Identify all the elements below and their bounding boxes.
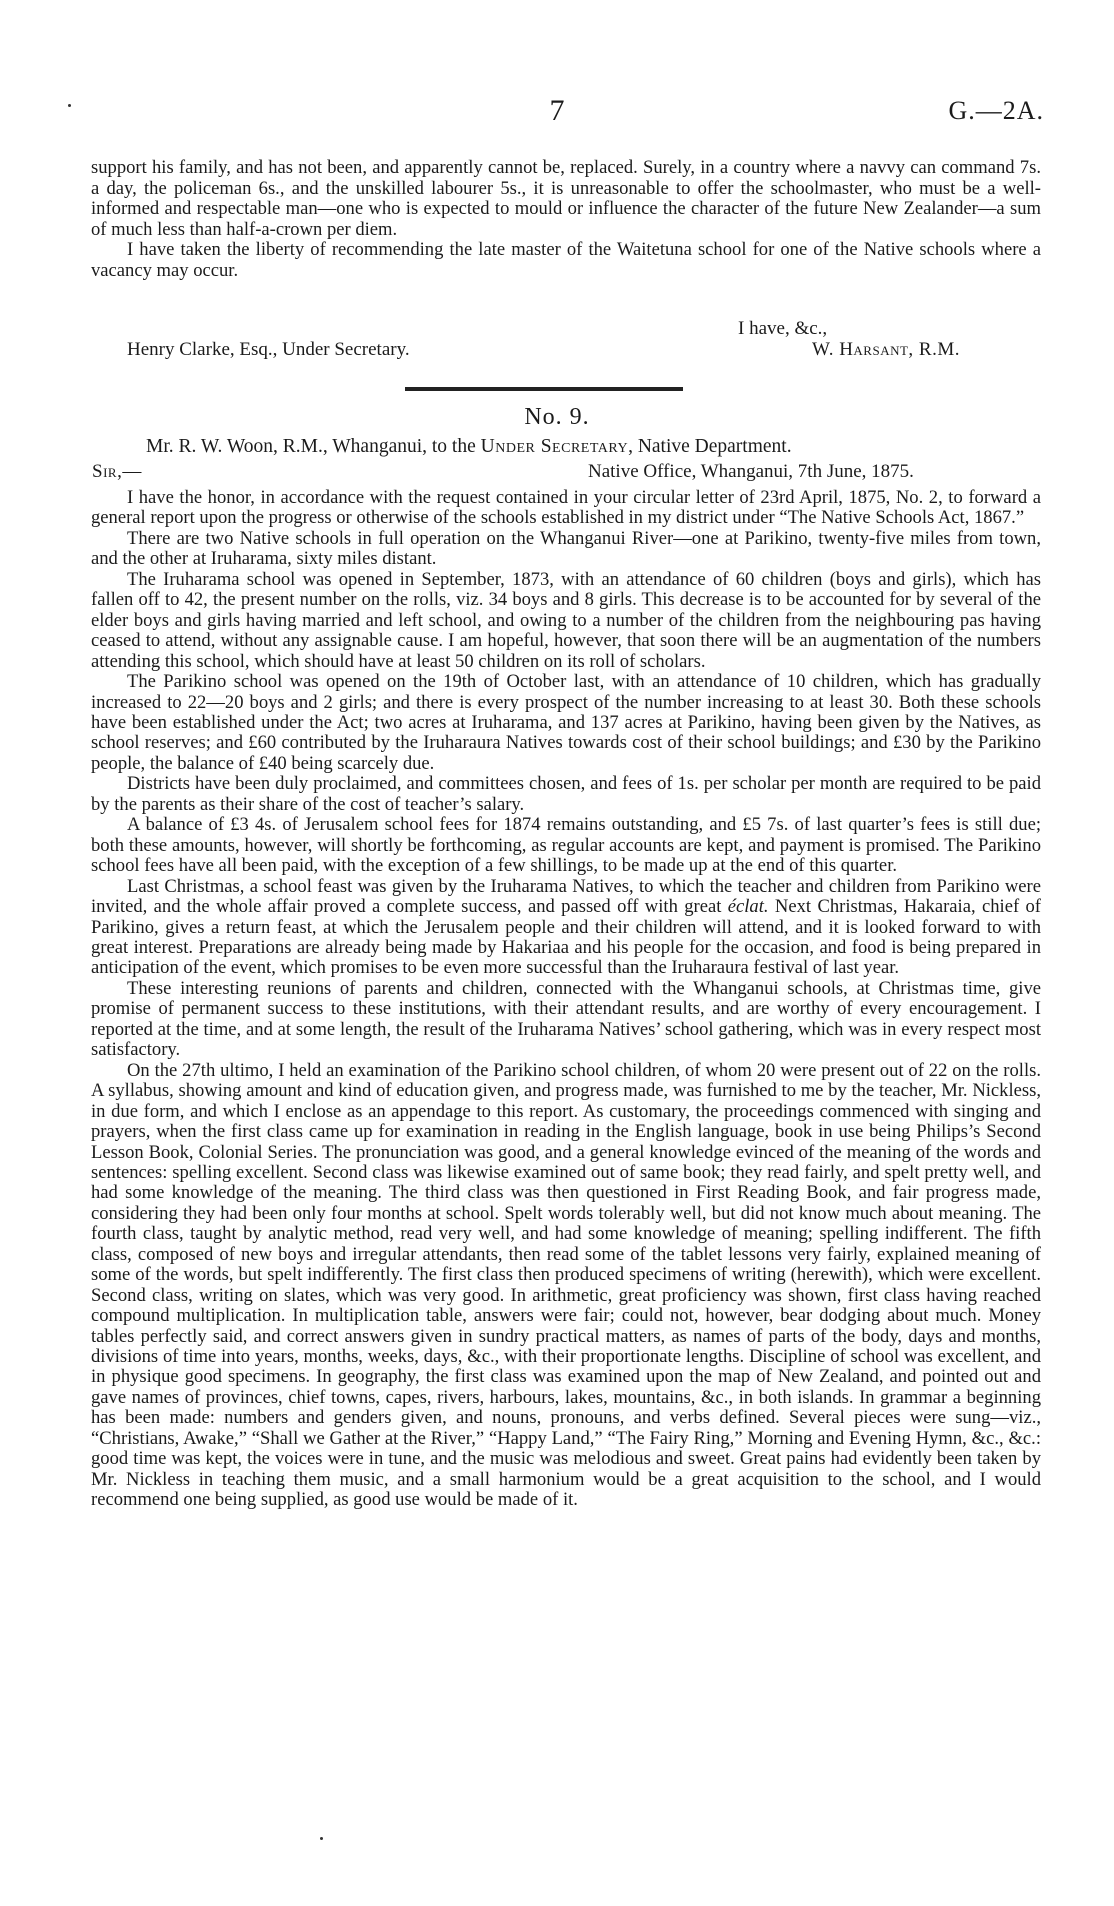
paragraph: On the 27th ultimo, I held an examination of the Parikino school children, of whom 20 were present out of 22 on the rolls. A syllabus, showing amount and kind of education given, and progress made, was furnished to me by the teacher, Mr. Nickless, in due form, and which I enclose as an appendage to this report. As customary, the proceedings commenced with singing and prayers, when the first class came up for examination in reading in the English language, book in use being Philips’s Second Lesson Book, Colonial Series. The pronunciation was good, and a general knowledge evinced of the meaning of the words and sentences: spelling excellent. Second class was likewise examined out of same book; they read fairly, and spelt pretty well, and had some knowledge of the meaning. The third class was then questioned in First Reading Book, and fair progress made, considering they had been only four months at school. Spelt words tolerably well, but did not know much about meaning. The fourth class, taught by analytic method, read very well, and had some knowledge of meaning; spelling indifferent. The fifth class, composed of new boys and irregular attendants, then read some of the tablet lessons very fairly, explained meaning of some of the words, but spelt indifferently. The first class then produced specimens of writing (herewith), which were excellent. Second class, writing on slates, which was very good. In arithmetic, great proficiency was shown, first class having reached compound multiplication. In multiplication table, answers were fair; could not, however, bear dodging about much. Money tables perfectly said, and correct answers given in sundry practical matters, as names of parts of the body, days and months, divisions of time into years, months, weeks, days, &c., with their proportionate lengths. Discipline of school was excellent, and in physique good specimens. In geography, the first class was examined upon the map of New Zealand, and pointed out and gave names of provinces, chief towns, capes, rivers, harbours, lakes, mountains, &c., in both islands. In grammar a beginning has been made: numbers and genders given, and nouns, pronouns, and verbs defined. Several pieces were sung—viz., “Christians, Awake,” “Shall we Gather at the River,” “Happy Land,” “The Fairy Ring,” Morning and Evening Hymn, &c., &c.: good time was kept, the voices were in tune, and the music was melodious and sweet. Great pains had evidently been taken by Mr. Nickless in teaching them music, and a small harmonium would be a great acquisition to the school, and I would recommend one being supplied, as good use would be made of it.: [91, 1059, 1041, 1511]
speck-mark: [320, 1837, 323, 1840]
place-and-date: Native Office, Whanganui, 7th June, 1875.: [588, 461, 914, 482]
signatory: W. Harsant, R.M.: [812, 339, 960, 360]
paragraph: There are two Native schools in full operation on the Whanganui River—one at Parikino, twenty-five miles from town, and the other at Iruharama, sixty miles distant.: [91, 527, 1041, 570]
feast-text-end: Next Christmas, Hakaraia, chief of Parikino, gives a return feast, at which the Jerusalem people and their children will attend, and it is looked forward to with great interest. Preparations are already being made by Hakariaa and his people for the occasion, and food is being prepared in anticipation of the event, which promises to be even more successful than the Iruharaura festival of last year.: [91, 896, 1041, 979]
feast-italic: éclat.: [727, 896, 769, 918]
letter-heading-end: , Native Department.: [628, 436, 792, 457]
letter-heading-start: Mr. R. W. Woon, R.M., Whanganui, to the: [146, 436, 481, 457]
paragraph: support his family, and has not been, and apparently cannot be, replaced. Surely, in a country where a navvy can command 7s. a day, the policeman 6s., and the unskilled labourer 5s., it is unreasonable to offer the schoolmaster, who must be a well-informed and respectable man—one who is expected to mould or influence the character of the future New Zealander—a sum of much less than half-a-crown per diem.: [91, 157, 1041, 240]
paragraph: These interesting reunions of parents and children, connected with the Whanganui schools, at Christmas time, give promise of permanent success to these institutions, with their attendant results, and are worthy of every encouragement. I reported at the time, and at some length, the result of the Iruharama Natives’ school gathering, which was in every respect most satisfactory.: [91, 977, 1041, 1061]
salutation: Sir,—: [92, 461, 142, 482]
paragraph: [91, 877, 1041, 979]
letter-body: [91, 488, 1041, 1511]
addressee: Henry Clarke, Esq., Under Secretary.: [127, 339, 410, 360]
letter-heading: [146, 436, 792, 458]
top-section: [91, 158, 1041, 281]
section-divider: [405, 387, 683, 391]
page-number: 7: [549, 94, 565, 127]
paragraph: Districts have been duly proclaimed, and committees chosen, and fees of 1s. per scholar per month are required to be paid by the parents as their share of the cost of teacher’s salary.: [91, 773, 1041, 815]
paragraph: A balance of £3 4s. of Jerusalem school fees for 1874 remains outstanding, and £5 7s. of last quarter’s fees is still due; both these amounts, however, will shortly be forthcoming, as regular accounts are kept, and payment is promised. The Parikino school fees have all been paid, with the exception of a few shillings, to be made up at the end of this quarter.: [91, 814, 1041, 877]
closing-line: I have, &c.,: [738, 318, 828, 339]
paragraph: The Iruharama school was opened in September, 1873, with an attendance of 60 children (boys and girls), which has fallen off to 42, the present number on the rolls, viz. 34 boys and 8 girls. This decrease is to be accounted for by several of the elder boys and girls having married and left school, and owing to a number of the children from the neighbouring pas having ceased to attend, without any assignable cause. I am hopeful, however, that soon there will be an augmentation of the numbers attending this school, which should have at least 50 children on its roll of scholars.: [91, 568, 1041, 672]
letter-heading-recipient: Under Secretary: [480, 436, 629, 457]
letter-number: No. 9.: [524, 404, 590, 430]
paragraph: I have taken the liberty of recommending the late master of the Waitetuna school for one of the Native schools where a vacancy may occur.: [91, 239, 1041, 281]
feast-text-start: Last Christmas, a school feast was given by the Iruharama Natives, to which the teacher and children from Parikino were invited, and the whole affair proved a complete success, and passed off with great: [91, 875, 1041, 918]
document-reference: G.—2A.: [948, 96, 1044, 125]
paragraph: The Parikino school was opened on the 19th of October last, with an attendance of 10 children, which has gradually increased to 22—20 boys and 2 girls; and there is every prospect of the number increasing to at least 30. Both these schools have been established under the Act; two acres at Iruharama, and 137 acres at Parikino, having been given by the Natives, as school reserves; and £60 contributed by the Iruharaura Natives towards cost of their school buildings; and £30 by the Parikino people, the balance of £40 being scarcely due.: [91, 671, 1041, 774]
paragraph: I have the honor, in accordance with the request contained in your circular letter of 23rd April, 1875, No. 2, to forward a general report upon the progress or otherwise of the schools established in my district under “The Native Schools Act, 1867.”: [91, 487, 1041, 529]
